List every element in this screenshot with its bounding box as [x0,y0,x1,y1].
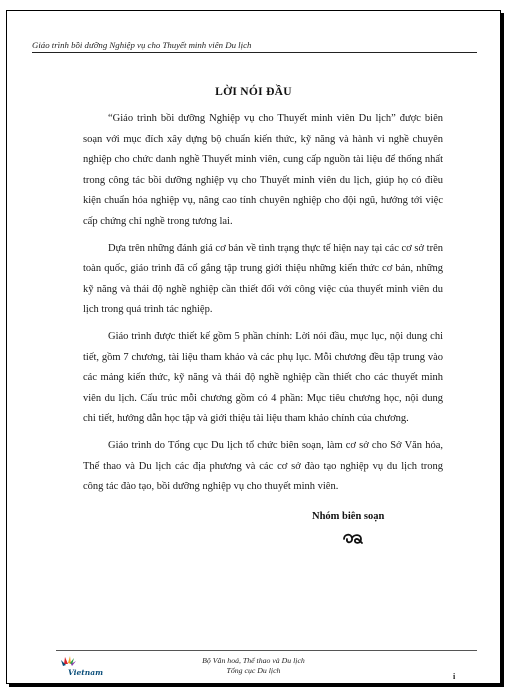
footer-line-2: Tổng cục Du lịch [226,666,281,675]
paragraph-4: Giáo trình do Tổng cục Du lịch tổ chức biên soạn, làm cơ sở cho Sở Văn hóa, Thể thao và Du lịch các địa phương và các cơ sở đào tạo nghiệp vụ du lịch trong công tác đào tạo, bồi dưỡng nghiệp vụ cho thuyết minh viên. [83,439,443,493]
paragraph-2: Dựa trên những đánh giá cơ bản về tình trạng thực tế hiện nay tại các cơ sở trên toàn quốc, giáo trình đã cố gắng tập trung giới thiệu những kiến thức cơ bản, những kỹ năng và thái độ nghề nghiệp cần thiết đối với công việc của thuyết minh viên du lịch trong quá trình tác nghiệp. [83,242,443,316]
footer-line-1: Bộ Văn hoá, Thể thao và Du lịch [202,656,305,665]
paragraph-1: “Giáo trình bồi dưỡng Nghiệp vụ cho Thuyết minh viên Du lịch” được biên soạn với mục đích xây dựng bộ chuẩn kiến thức, kỹ năng và hành vi nghề chuyên nghiệp cho chức danh nghề Thuyết minh viên, cung cấp nguồn tài liệu để thống nhất trong công tác bồi dưỡng nghiệp vụ cho Thuyết minh viên du lịch, giúp họ có điều kiện chuẩn hóa nghiệp vụ, nâng cao tính chuyên nghiệp cho đội ngũ, hướng tới việc cấp chứng chỉ nghề trong tương lai. [83,113,443,227]
flourish-ornament-icon [342,532,364,551]
page-number: i [453,672,456,681]
page-title: LỜI NÓI ĐẦU [215,86,292,98]
signature-author: Nhóm biên soạn [312,511,385,522]
running-header: Giáo trình bồi dưỡng Nghiệp vụ cho Thuyết minh viên Du lịch [32,40,252,50]
preface-body [83,109,443,504]
paragraph-3: Giáo trình được thiết kế gồm 5 phần chính: Lời nói đầu, mục lục, nội dung chi tiết, gồm 7 chương, tài liệu tham khảo và các phụ lục. Mỗi chương đều tập trung vào các mảng kiến thức, kỹ năng và thái độ nghề nghiệp cần thiết cho các thuyết minh viên du lịch. Cấu trúc mỗi chương gồm có 4 phần: Mục tiêu chương học, nội dung chi tiết, hướng dẫn học tập và giới thiệu tài liệu tham khảo chính của chương. [83,330,443,425]
logo-text: Vietnam [68,668,104,677]
running-footer [0,656,507,676]
header-divider [32,52,477,53]
footer-divider [56,650,477,651]
